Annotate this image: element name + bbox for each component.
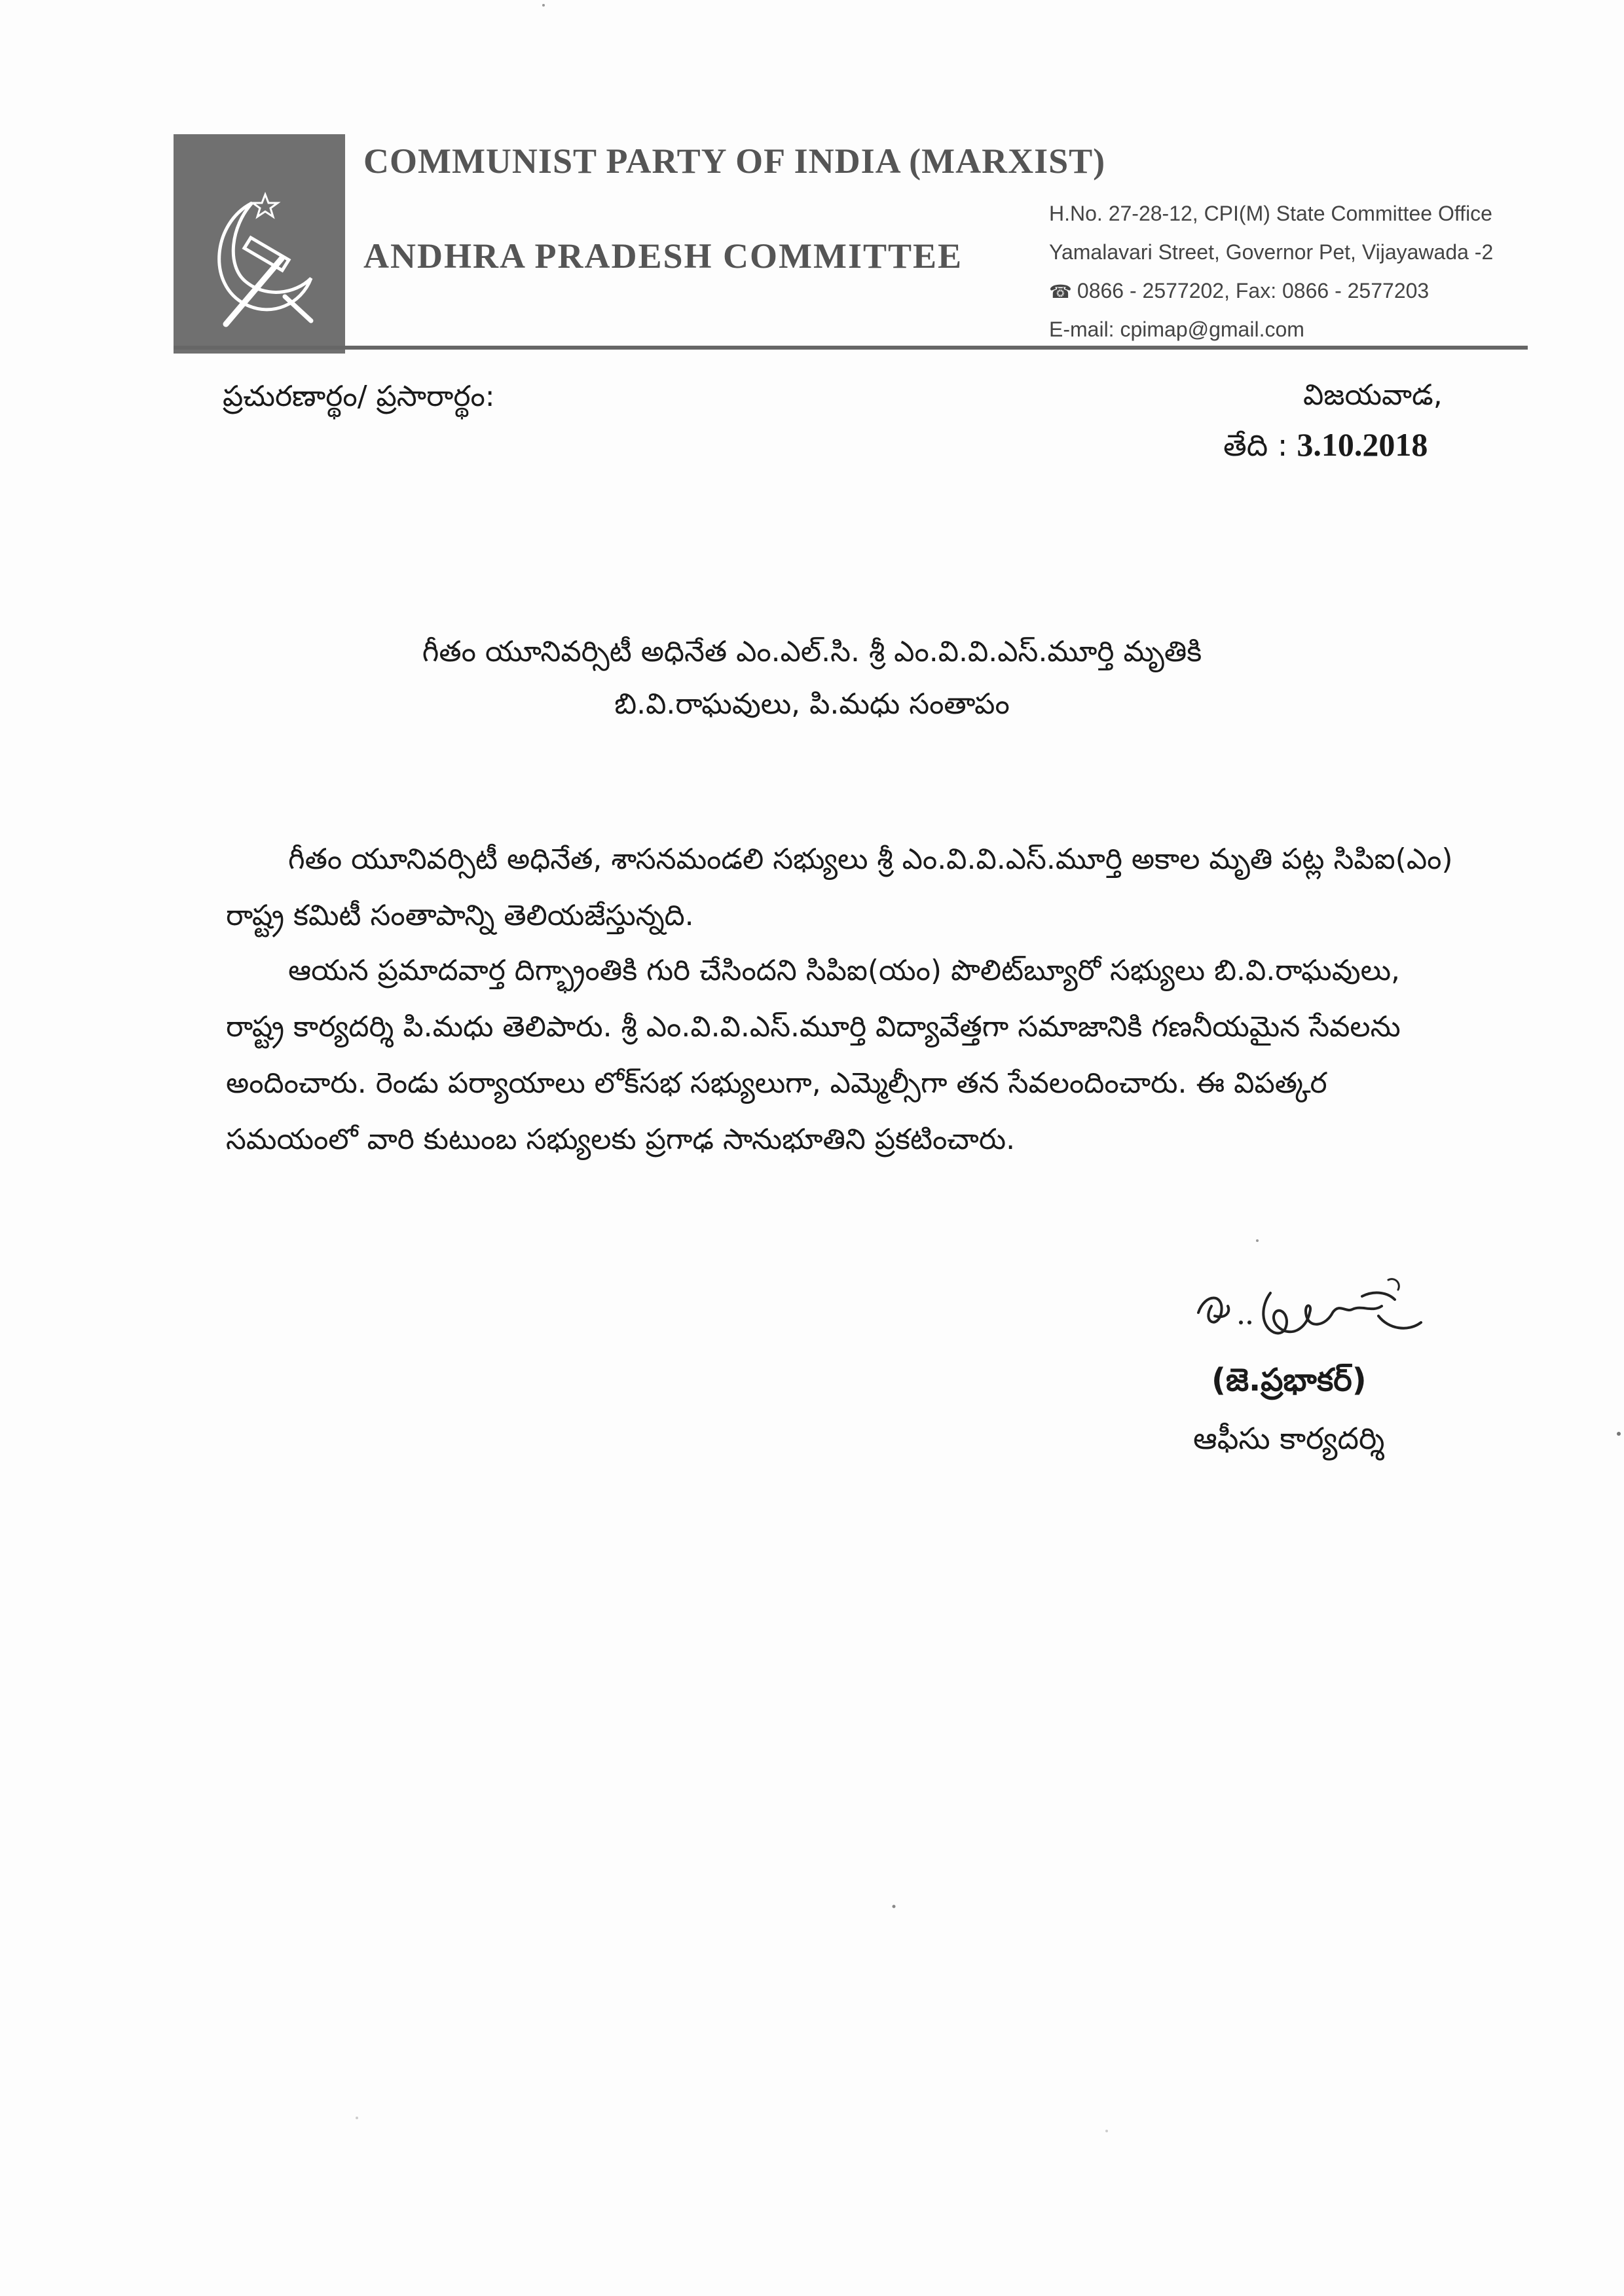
email-line: E-mail: cpimap@gmail.com (1049, 318, 1304, 341)
signatory-name: (జె.ప్రభాకర్) (1211, 1362, 1367, 1398)
date-label: తేది : (1223, 428, 1288, 463)
body-paragraph-2: ఆయన ప్రమాదవార్త దిగ్భ్రాంతికి గురి చేసిందని సిపిఐ(యం) పొలిట్‌బ్యూరో సభ్యులు బి.వి.రాఘవులు, రాష్ట్ర కార్యదర్శి పి.మధు తెలిపారు. శ్రీ ఎం.వి.వి.ఎస్.మూర్తి విద్యావేత్తగా సమాజానికి గణనీయమైన సేవలను అందించారు. రెండు పర్యాయాలు లోక్‌సభ సభ్యులుగా, ఎమ్మెల్సీగా తన సేవలందించారు. ఈ విపత్కర సమయంలో వారి కుటుంబ సభ్యులకు ప్రగాఢ సానుభూతిని ప్రకటించారు. (226, 954, 1401, 1156)
phone-number: 0866 - 2577202, Fax: 0866 - 2577203 (1077, 279, 1430, 302)
address-line: Yamalavari Street, Governor Pet, Vijayawada -2 (1049, 240, 1494, 264)
place-name: విజయవాడ, (1303, 378, 1443, 412)
headline-line-2: బి.వి.రాఘవులు, పి.మధు సంతాపం (614, 687, 1010, 721)
headline-line-1: గీతం యూనివర్సిటీ అధినేత ఎం.ఎల్.సి. శ్రీ ఎం.వి.వి.ఎస్.మూర్తి మృతికి (422, 635, 1202, 668)
signatory-designation: ఆఫీసు కార్యదర్శి (1193, 1421, 1385, 1456)
date-value: 3.10.2018 (1297, 426, 1428, 463)
telephone-icon: ☎ (1049, 282, 1072, 302)
committee-name: ANDHRA PRADESH COMMITTEE (363, 236, 963, 276)
release-label: ప్రచురణార్థం/ ప్రసారార్థం: (223, 380, 495, 413)
address-line: H.No. 27-28-12, CPI(M) State Committee Office (1049, 202, 1492, 225)
organization-name: COMMUNIST PARTY OF INDIA (MARXIST) (363, 141, 1106, 181)
body-paragraph-1: గీతం యూనివర్సిటీ అధినేత, శాసనమండలి సభ్యులు శ్రీ ఎం.వి.వి.ఎస్.మూర్తి అకాల మృతి పట్ల సిపిఐ(ఎం) రాష్ట్ర కమిటీ సంతాపాన్ని తెలియజేస్తున్నది. (226, 843, 1453, 932)
